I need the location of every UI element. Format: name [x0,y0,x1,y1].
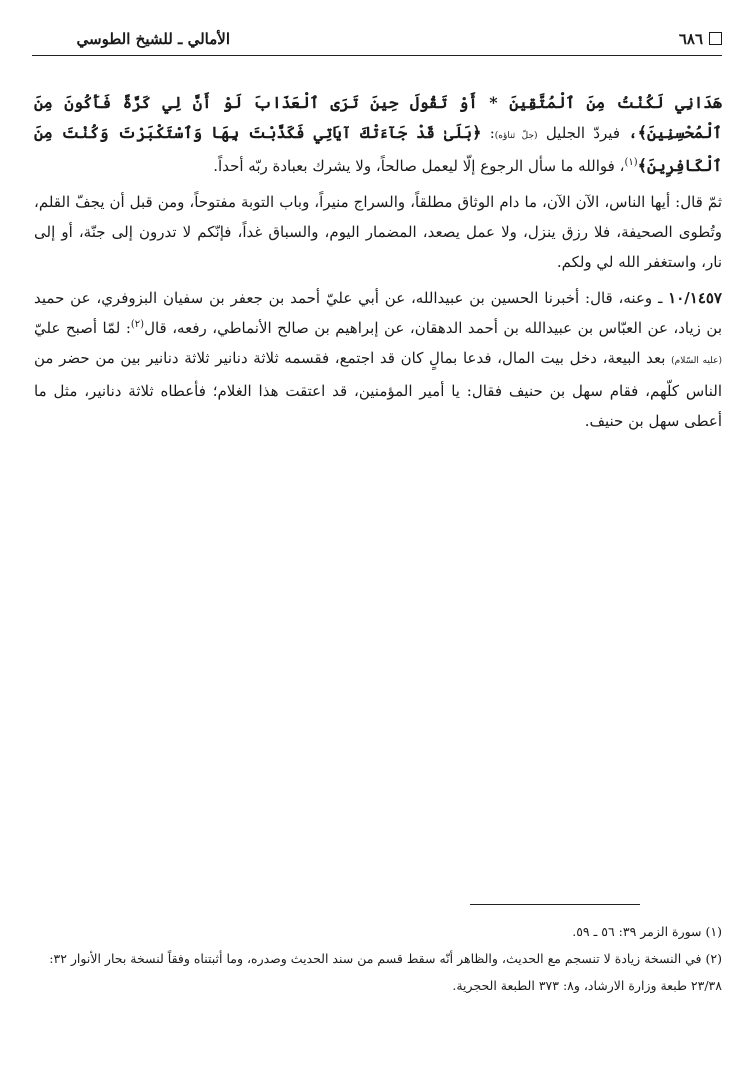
paragraph-2: ثمّ قال: أيها الناس، الآن الآن، ما دام الوثاق مطلقاً، والسراج منيراً، وباب التوبة مفتوحاً، ومن قبل أن يجفّ القلم، وتُطوى الصحيفة، فلا رزق ينزل، ولا عمل يصعد، المضمار اليوم، والسباق غداً، فإنّكم لا تدرون إلى جنّة، أو إلى نار، واستغفر الله لي ولكم. [34,193,722,271]
footnotes [34,918,722,999]
honorific: (جلّ ثناؤه) [494,131,538,141]
footnote-ref-1: (١) [624,157,638,168]
honorific: (عليه السّلام) [671,356,722,366]
p3-text-c: بعد البيعة، دخل بيت المال، فدعا بمالٍ كان قد اجتمع، فقسمه ثلاثة دنانير ثلاثة دنانير بين من حضر من الناس كلّهم، فقام سهل بن حنيف فقال: يا أمير المؤمنين، قد اعتقت هذا الغلام؛ فأعطاه ثلاثة دنانير، مثل ما أعطى سهل بن حنيف. [34,349,722,430]
footnote-1: (١) سورة الزمر ٣٩: ٥٦ ـ ٥٩. [572,924,722,939]
p1-text-a: فيردّ الجليل [537,124,629,142]
body-text [34,88,722,442]
square-icon [709,32,722,45]
quran-verse-a: هَدَانِي لَكُنْتُ مِنَ ٱلْمُتَّقِينَ * أَوْ تَقُولَ حِينَ تَرَى ٱلْعَذَابَ لَوْ أَنَّ لِي كَرَّةً فَأَكُونَ مِنَ ٱلْمُحْسِنِينَ﴾، [34,93,723,142]
p1-text-b: ، فوالله ما سأل الرجوع إلّا ليعمل صالحاً، ولا يشرك بعبادة ربّه أحداً. [213,157,625,175]
hadith-number: ١٠/١٤٥٧ [668,289,722,307]
paragraph-1 [34,88,722,181]
header-rule [32,55,722,56]
p3-text-a: ـ وعنه، قال: أخبرنا الحسين بن عبيدالله، عن أبي عليّ أحمد بن جعفر بن سفيان البزوفري، عن حميد بن زياد، عن العبّاس بن عبيدالله بن أحمد الدهقان، عن إبراهيم بن صالح الأنماطي، رفعه، قال [34,289,723,337]
footnote-2: (٢) في النسخة زيادة لا تنسجم مع الحديث، والظاهر أنّه سقط قسم من سند الحديث وصدره، وما أثبتناه وفقاً لنسخة بحار الأنوار ٣٢: ٢٣/٣٨ طبعة وزارة الارشاد، و٨: ٣٧٣ الطبعة الحجرية. [49,951,722,993]
running-title: الأمالي ـ للشيخ الطوسي [76,30,230,48]
page-number [612,30,722,48]
footnote-rule [470,904,640,905]
page-number-text: ٦٨٦ [678,30,703,48]
quran-verse-b: ﴿بَلَىٰ قَدْ جَآءَتْكَ آيَاتِي فَكَذَّبْتَ بِهَا وَٱسْتَكْبَرْتَ وَكُنْتَ مِنَ ٱلْكَافِرِينَ﴾ [34,123,722,175]
footnote-ref-2: (٢) [130,319,145,330]
p3-text-b: : لمّا أصبح عليّ [34,319,131,337]
p1-colon: : [481,124,495,142]
paragraph-3 [34,283,722,436]
